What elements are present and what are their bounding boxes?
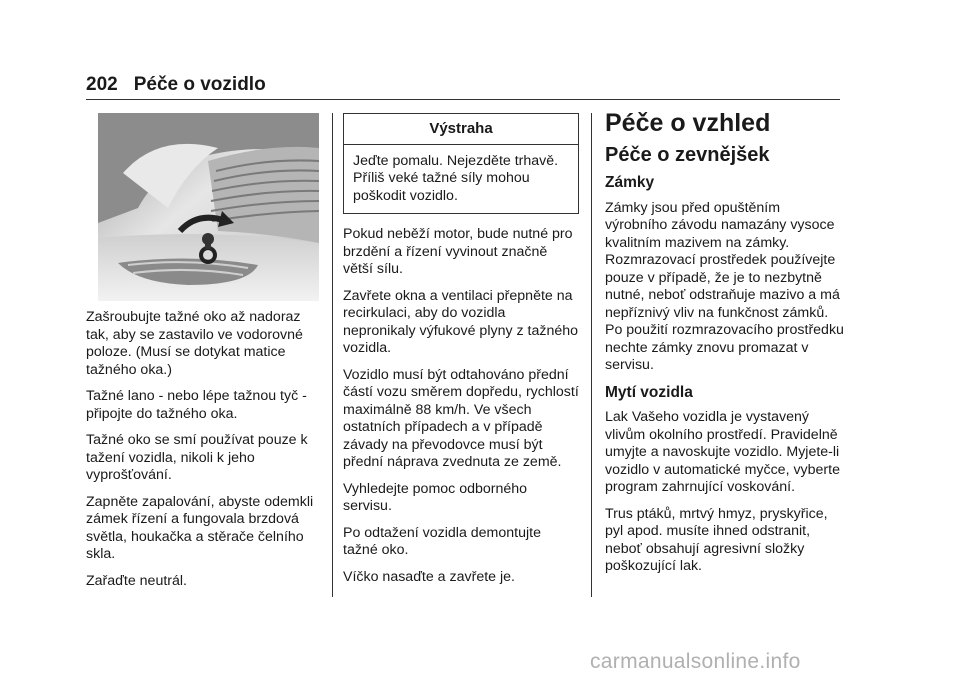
paragraph: Lak Vašeho vozidla je vystavený vlivům okolního prostředí. Pravidelně umyjte a navoskujte vozidlo. Myjete-li vozidlo v automatické myčce, vyberte program zahrnující voskování.	[605, 409, 840, 495]
column-divider-2	[591, 113, 592, 597]
paragraph: Vozidlo musí být odtahováno přední částí vozu směrem dopředu, rychlostí maximálně 88 km/h. Ve všech ostatních případech a v případě závady na převodovce musí být přední náprava zvednuta ze země.	[343, 366, 579, 470]
watermark: carmanualsonline.info	[590, 650, 801, 673]
car-front-illustration	[98, 113, 319, 301]
tow-eye-photo	[98, 113, 319, 301]
page-title: Péče o vozidlo	[133, 74, 266, 95]
section-title: Péče o vzhled	[605, 109, 771, 137]
paragraph: Tažné lano - nebo lépe tažnou tyč - připojte do tažného oka.	[86, 388, 307, 422]
column-1-text	[86, 309, 322, 599]
column-3	[605, 109, 845, 585]
paragraph: Zavřete okna a ventilaci přepněte na recirkulaci, aby do vozidla nepronikaly výfukové plyny z tažného vozidla.	[343, 287, 579, 356]
paragraph: Víčko nasaďte a zavřete je.	[343, 568, 515, 585]
paragraph: Zámky jsou před opuštěním výrobního závodu namazány vysoce kvalitním mazivem na zámky. Rozmrazovací prostředek používejte pouze v případě, že je to nezbytně nutné, neboť odstraňuje mazivo a má nepříznivý vliv na funkčnost zámků. Po použití rozmrazovacího prostředku nechte zámky znovu promazat v servisu.	[605, 199, 844, 373]
warning-box	[343, 113, 579, 214]
page-number: 202	[86, 74, 118, 95]
paragraph: Zařaďte neutrál.	[86, 572, 187, 589]
page-header	[86, 74, 266, 96]
header-divider	[86, 99, 840, 100]
warning-title: Výstraha	[344, 114, 578, 145]
warning-body: Jeďte pomalu. Nejezděte trhavě. Příliš veké tažné síly mohou poškodit vozidlo.	[353, 152, 559, 204]
paragraph: Vyhledejte pomoc odborného servisu.	[343, 480, 528, 514]
column-divider-1	[332, 113, 333, 597]
paragraph: Pokud neběží motor, bude nutné pro brzdění a řízení vyvinout značně větší sílu.	[343, 226, 573, 277]
paragraph: Zašroubujte tažné oko až nadoraz tak, aby se zastavilo ve vodorovné poloze. (Musí se dotykat matice tažného oka.)	[86, 309, 303, 378]
heading-locks: Zámky	[605, 174, 655, 191]
paragraph: Tažné oko se smí používat pouze k tažení vozidla, nikoli k jeho vyprošťování.	[86, 432, 308, 483]
column-2	[343, 113, 579, 595]
paragraph: Po odtažení vozidla demontujte tažné oko.	[343, 524, 541, 558]
paragraph: Zapněte zapalování, abyste odemkli zámek řízení a fungovala brzdová světla, houkačka a stěrače čelního skla.	[86, 493, 314, 562]
paragraph: Trus ptáků, mrtvý hmyz, pryskyřice, pyl apod. musíte ihned odstranit, neboť obsahují agresivní složky poškozující lak.	[605, 505, 828, 574]
subsection-title: Péče o zevnějšek	[605, 143, 770, 166]
heading-car-wash: Mytí vozidla	[605, 383, 693, 401]
